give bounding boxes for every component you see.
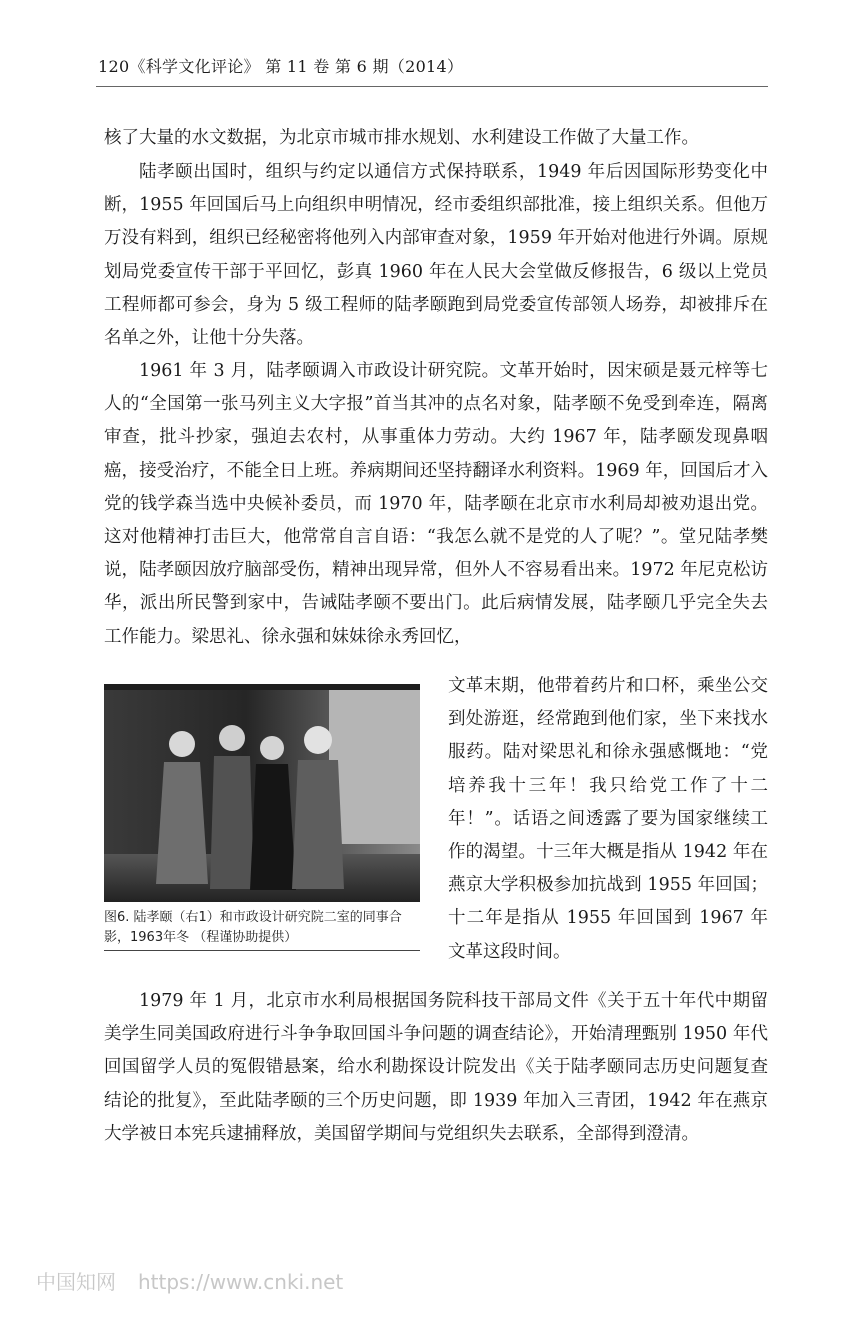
header-rule	[96, 86, 768, 87]
paragraph-3: 1961 年 3 月，陆孝颐调入市政设计研究院。文革开始时，因宋硕是聂元梓等七人的“全国第一张马列主义大字报”首当其冲的点名对象，陆孝颐不免受到牵连，隔离审查，批斗抄家，强迫去农村，从事重体力劳动。大约 1967 年，陆孝颐发现鼻咽癌，接受治疗，不能全日上班。养病期间还坚持翻译水利资料。1969 年，回国后才入党的钱学森当选中央候补委员，而 1970 年，陆孝颐在北京市水利局却被劝退出党。这对他精神打击巨大，他常常自言自语：“我怎么就不是党的人了呢？”。堂兄陆孝樊说，陆孝颐因放疗脑部受伤，精神出现异常，但外人不容易看出来。1972 年尼克松访华，派出所民警到家中，告诫陆孝颐不要出门。此后病情发展，陆孝颐几乎完全失去工作能力。梁思礼、徐永强和妹妹徐永秀回忆，	[104, 361, 768, 647]
watermark	[36, 1266, 343, 1295]
running-head: 120《科学文化评论》 第 11 卷 第 6 期（2014）	[98, 57, 464, 76]
group-photo-illustration	[104, 684, 420, 902]
paragraph-2: 陆孝颐出国时，组织与约定以通信方式保持联系，1949 年后因国际形势变化中断，1955 年回国后马上向组织申明情况，经市委组织部批准，接上组织关系。但他万万没有料到，组织已经秘密将他列入内部审查对象，1959 年开始对他进行外调。原规划局党委宣传干部于平回忆，彭真 1960 年在人民大会堂做反修报告，6 级以上党员工程师都可参会，身为 5 级工程师的陆孝颐跑到局党委宣传部领人场券，却被排斥在名单之外，让他十分失落。	[104, 162, 768, 349]
paragraph-4: 1979 年 1 月，北京市水利局根据国务院科技干部局文件《关于五十年代中期留美学生同美国政府进行斗争争取回国斗争问题的调查结论》，开始清理甄别 1950 年代回国留学人员的冤假错悬案，给水利勘探设计院发出《关于陆孝颐同志历史问题复查结论的批复》，至此陆孝颐的三个历史问题，即 1939 年加入三青团，1942 年在燕京大学被日本宪兵逮捕释放，美国留学期间与党组织失去联系，全部得到澄清。	[104, 991, 768, 1144]
caption-rule	[104, 950, 420, 951]
figure-caption: 图6. 陆孝颐（右1）和市政设计研究院二室的同事合影，1963年冬 （程谨协助提供）	[104, 910, 402, 945]
figure-6	[104, 684, 420, 951]
group-photo	[104, 684, 420, 902]
watermark-url: https://www.cnki.net	[138, 1270, 344, 1294]
paragraph-3-continued: 文革末期，他带着药片和口杯，乘坐公交到处游逛，经常跑到他们家，坐下来找水服药。陆对梁思礼和徐永强感慨地：“党培养我十三年！我只给党工作了十二年！”。话语之间透露了要为国家继续工作的渴望。十三年大概是指从 1942 年在燕京大学积极参加抗战到 1955 年回国；十二年是指从 1955 年回国到 1967 年文革这段时间。	[448, 676, 768, 962]
paragraph-1: 核了大量的水文数据，为北京市城市排水规划、水利建设工作做了大量工作。	[104, 128, 699, 148]
watermark-brand: 中国知网	[36, 1270, 116, 1294]
